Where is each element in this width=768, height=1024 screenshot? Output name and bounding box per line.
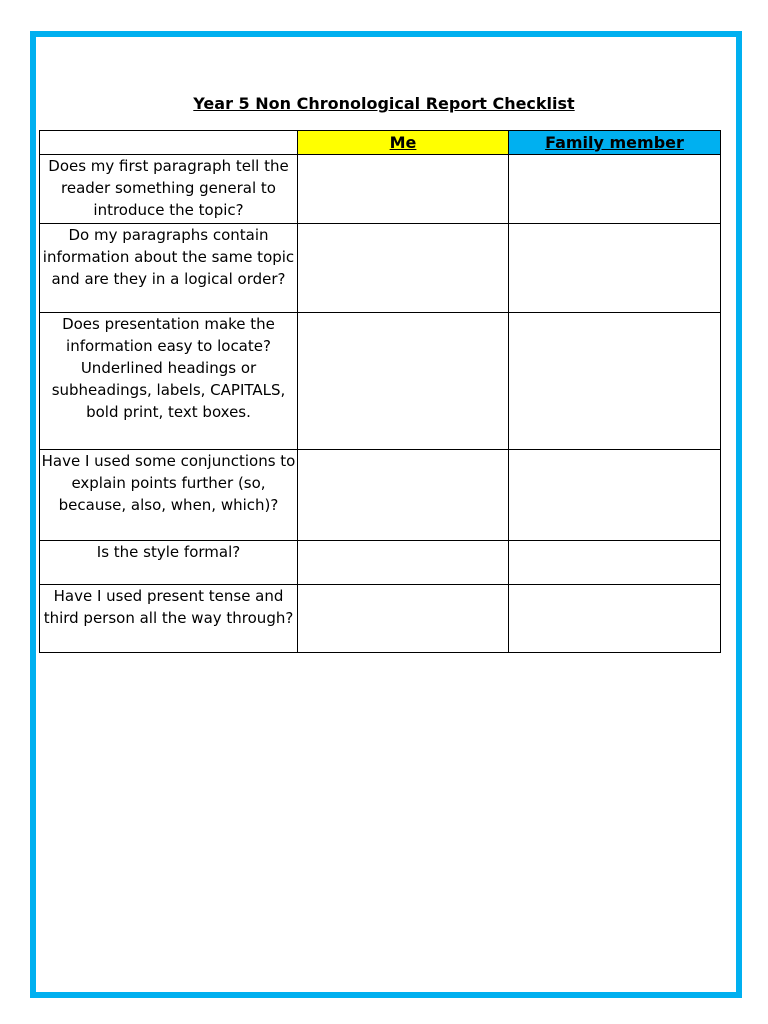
family-member-answer-cell[interactable] [509,541,721,585]
table-row [40,155,721,224]
family-member-answer-cell[interactable] [509,313,721,450]
header-cell-question [40,131,298,155]
question-cell: Does my first paragraph tell the reader something general to introduce the topic? [40,155,298,224]
me-answer-cell[interactable] [298,155,509,224]
header-label-me: Me [389,132,417,152]
question-cell: Have I used some conjunctions to explain points further (so, because, also, when, which)? [40,450,298,541]
checklist-table [39,130,721,653]
family-member-answer-cell[interactable] [509,224,721,313]
me-answer-cell[interactable] [298,541,509,585]
family-member-answer-cell[interactable] [509,450,721,541]
question-cell: Have I used present tense and third person all the way through? [40,585,298,653]
table-row [40,450,721,541]
question-cell: Do my paragraphs contain information about the same topic and are they in a logical order? [40,224,298,313]
table-row [40,585,721,653]
document-title: Year 5 Non Chronological Report Checklist [193,94,575,113]
me-answer-cell[interactable] [298,313,509,450]
header-cell-me [298,131,509,155]
header-cell-family-member [509,131,721,155]
me-answer-cell[interactable] [298,585,509,653]
me-answer-cell[interactable] [298,224,509,313]
table-header-row [40,131,721,155]
question-cell: Is the style formal? [40,541,298,585]
me-answer-cell[interactable] [298,450,509,541]
family-member-answer-cell[interactable] [509,585,721,653]
table-row [40,313,721,450]
question-cell: Does presentation make the information easy to locate? Underlined headings or subheadings, labels, CAPITALS, bold print, text boxes. [40,313,298,450]
family-member-answer-cell[interactable] [509,155,721,224]
table-row [40,224,721,313]
table-row [40,541,721,585]
header-label-family-member: Family member [545,132,684,152]
